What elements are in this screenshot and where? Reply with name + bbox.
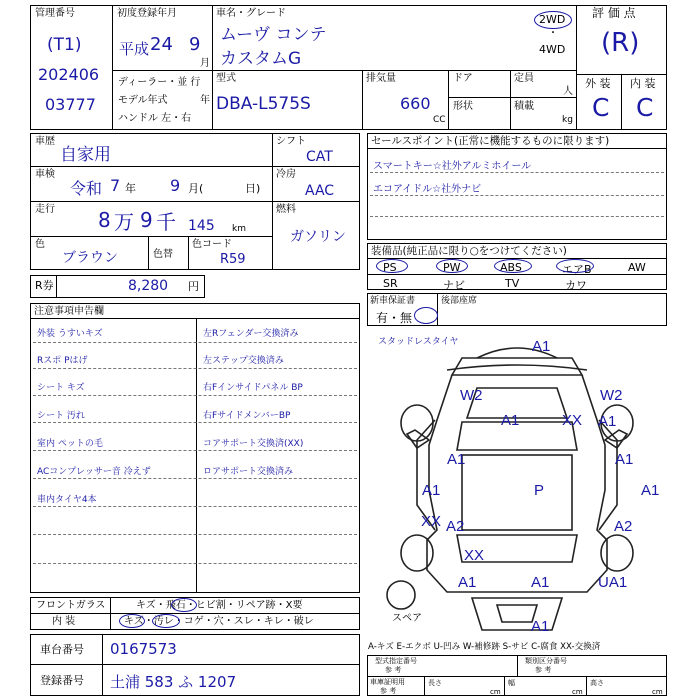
note-left-4: シート 汚れ (37, 411, 85, 421)
dealer-label: ディーラー・並 行 (118, 77, 201, 88)
inspection-month-unit: 月( (188, 182, 204, 195)
recycle-value: 8,280 (128, 278, 169, 294)
evaluation-label: 評 価 点 (592, 6, 636, 20)
drive-4wd: 4WD (539, 43, 566, 56)
equip-leather: カワ (565, 279, 587, 292)
height-unit: cm (652, 688, 663, 696)
note-right-2: 左ステップ交換済み (203, 356, 284, 366)
load-unit: kg (562, 115, 573, 125)
glass-items: キズ・飛石・ヒビ割・リペア跡・X要 (136, 600, 303, 611)
type-label: 型式 (216, 73, 236, 84)
rear-seat-label: 後部座席 (441, 296, 478, 306)
width-unit: cm (572, 688, 583, 696)
registration-label: 初度登録年月 (117, 8, 177, 19)
shift-value: CAT (306, 149, 333, 165)
studless-label: スタッドレスタイヤ (378, 337, 459, 347)
door-label: ドア (453, 73, 473, 84)
damage-mark: A2 (446, 518, 465, 535)
garage-label: 車庫証明用 (370, 678, 405, 686)
displacement-value: 660 (400, 94, 431, 113)
equip-tv: TV (505, 277, 520, 290)
inspection-month: 9 (170, 176, 181, 195)
load-label: 積載 (514, 101, 534, 112)
equipment-label: 装備品(純正品に限り○をつけてください) (371, 245, 567, 257)
damage-mark: W2 (460, 387, 483, 404)
note-right-3: 右Fインサイドパネル BP (203, 383, 303, 393)
plate-label: 登録番号 (40, 674, 84, 687)
type-value: DBA-L575S (216, 94, 311, 114)
damage-mark: XX (562, 412, 583, 429)
width-label: 幅 (508, 679, 515, 687)
inspection-label: 車検 (35, 169, 55, 180)
damage-legend: A-キズ E-エクボ U-凹み W-補修跡 S-サビ C-腐食 XX-交換済 (368, 642, 601, 652)
management-number-2: 03777 (45, 95, 96, 114)
mileage-label: 走行 (35, 204, 55, 215)
equip-pw: PW (443, 261, 461, 274)
notes-label: 注意事項申告欄 (34, 306, 104, 317)
length-label: 長さ (428, 679, 442, 687)
equip-sr: SR (383, 277, 398, 290)
mileage-man: 8 (98, 208, 111, 232)
color-code-label: 色コード (192, 239, 232, 250)
sales-label: セールスポイント(正常に機能するものに限ります) (371, 135, 610, 147)
note-left-2: Rスポ Pはげ (37, 356, 88, 366)
ref-class-label: 類別区分番号 (525, 657, 567, 665)
sales-line-2: エコアイドル☆社外ナビ (373, 184, 482, 195)
fuel-value: ガソリン (290, 229, 346, 245)
garage-ref: 参 考 (380, 687, 397, 695)
note-left-7: 車内タイヤ4本 (37, 495, 97, 505)
chassis-label: 車台番号 (40, 643, 84, 656)
cc-unit: CC (433, 115, 446, 125)
interior-label: 内 装 (630, 77, 656, 90)
damage-mark: A1 (532, 338, 551, 355)
car-name-line2: カスタムG (220, 49, 302, 69)
equip-ps: PS (383, 261, 397, 274)
chassis-value: 0167573 (110, 640, 177, 658)
glass-label: フロントガラス (36, 600, 106, 611)
color-code: R59 (220, 252, 246, 267)
car-name-label: 車名・グレード (216, 8, 286, 19)
note-left-3: シート キズ (37, 383, 85, 393)
warranty-value: 有・無 (376, 311, 413, 325)
management-number-1: 202406 (38, 65, 100, 84)
note-right-6: ロアサポート交換済み (203, 467, 294, 477)
car-name-line1: ムーヴ コンテ (220, 25, 327, 45)
damage-mark: XX (421, 513, 442, 530)
damage-mark: A2 (614, 518, 633, 535)
inspection-era: 令和 (70, 179, 103, 198)
interior-grade: C (636, 93, 654, 122)
recycle-label: R券 (35, 279, 54, 292)
damage-mark: A1 (531, 618, 550, 635)
note-left-5: 室内 ペットの毛 (37, 439, 103, 449)
interior-items: キズ・汚レ・コゲ・穴・スレ・キレ・破レ (124, 616, 314, 627)
color-label: 色 (35, 239, 45, 250)
management-prefix: (T1) (47, 35, 82, 55)
damage-mark: A1 (615, 451, 634, 468)
damage-mark: A1 (531, 574, 550, 591)
mileage-rest: 145 (188, 218, 215, 234)
sales-line-1: スマートキー☆社外アルミホイール (373, 161, 532, 172)
note-right-1: 左Rフェンダー交換済み (203, 329, 299, 339)
note-left-1: 外装 うすいキズ (37, 329, 103, 339)
inspection-year-unit: 年 (125, 182, 136, 195)
evaluation-score: (R) (601, 28, 640, 58)
history-value: 自家用 (60, 145, 111, 165)
note-right-5: コアサポート交換済(XX) (203, 439, 304, 449)
damage-mark: A1 (641, 482, 660, 499)
model-year-unit: 年 (200, 95, 210, 106)
shape-label: 形状 (453, 101, 473, 112)
equip-aw: AW (628, 261, 646, 274)
damage-mark: A1 (458, 574, 477, 591)
damage-mark: UA1 (598, 574, 628, 591)
history-label: 車歴 (35, 136, 55, 147)
color-change-label: 色替 (153, 249, 173, 260)
plate-value: 土浦 583 ふ 1207 (110, 673, 237, 691)
displacement-label: 排気量 (366, 73, 396, 84)
aircon-label: 冷房 (276, 169, 296, 180)
inspection-year: 7 (110, 176, 121, 195)
interior-label-row: 内 装 (52, 616, 76, 627)
inspection-day-unit: 日) (245, 182, 261, 195)
spare-label: スペア (392, 613, 422, 624)
shift-label: シフト (276, 136, 306, 147)
note-right-4: 右FサイドメンバーBP (203, 411, 291, 421)
management-label: 管理番号 (35, 8, 75, 19)
equip-airbag: エアB (562, 263, 592, 276)
fuel-label: 燃料 (276, 204, 296, 215)
recycle-unit: 円 (188, 280, 199, 293)
model-year-label: モデル年式 (118, 95, 168, 106)
height-label: 高さ (590, 679, 604, 687)
damage-mark: XX (464, 547, 485, 564)
aircon-value: AAC (305, 183, 335, 199)
capacity-label: 定員 (514, 73, 534, 84)
registration-month-unit: 月 (200, 58, 210, 69)
registration-month: 9 (189, 34, 201, 55)
drive-2wd: 2WD (539, 13, 566, 26)
damage-mark: A1 (447, 451, 466, 468)
length-unit: cm (490, 688, 501, 696)
ref-type-label: 型式指定番号 (375, 657, 417, 665)
note-left-6: ACコンプレッサー音 冷えず (37, 467, 151, 477)
color-value: ブラウン (62, 250, 118, 266)
exterior-grade: C (592, 93, 610, 122)
car-diagram (367, 330, 667, 640)
ref-type-ref: 参 考 (385, 666, 402, 674)
equip-abs: ABS (500, 261, 522, 274)
drive-dot: ・ (548, 28, 558, 39)
warranty-label: 新車保証書 (370, 296, 416, 306)
header-frame (30, 5, 667, 130)
mileage-man-unit: 万 (114, 210, 134, 234)
damage-mark: W2 (600, 387, 623, 404)
exterior-label: 外 装 (585, 77, 611, 90)
damage-mark: A1 (501, 412, 520, 429)
damage-mark: A1 (598, 413, 617, 430)
registration-year: 24 (150, 34, 173, 55)
damage-mark: P (534, 482, 545, 499)
mileage-sen: 9 (140, 208, 153, 232)
handle-label: ハンドル 左・右 (118, 113, 192, 124)
capacity-unit: 人 (563, 86, 573, 97)
ref-class-ref: 参 考 (535, 666, 552, 674)
equip-navi: ナビ (443, 279, 465, 292)
mileage-sen-unit: 千 (156, 210, 176, 234)
damage-mark: A1 (422, 482, 441, 499)
mileage-unit: km (232, 224, 246, 234)
registration-era: 平成 (119, 40, 150, 58)
